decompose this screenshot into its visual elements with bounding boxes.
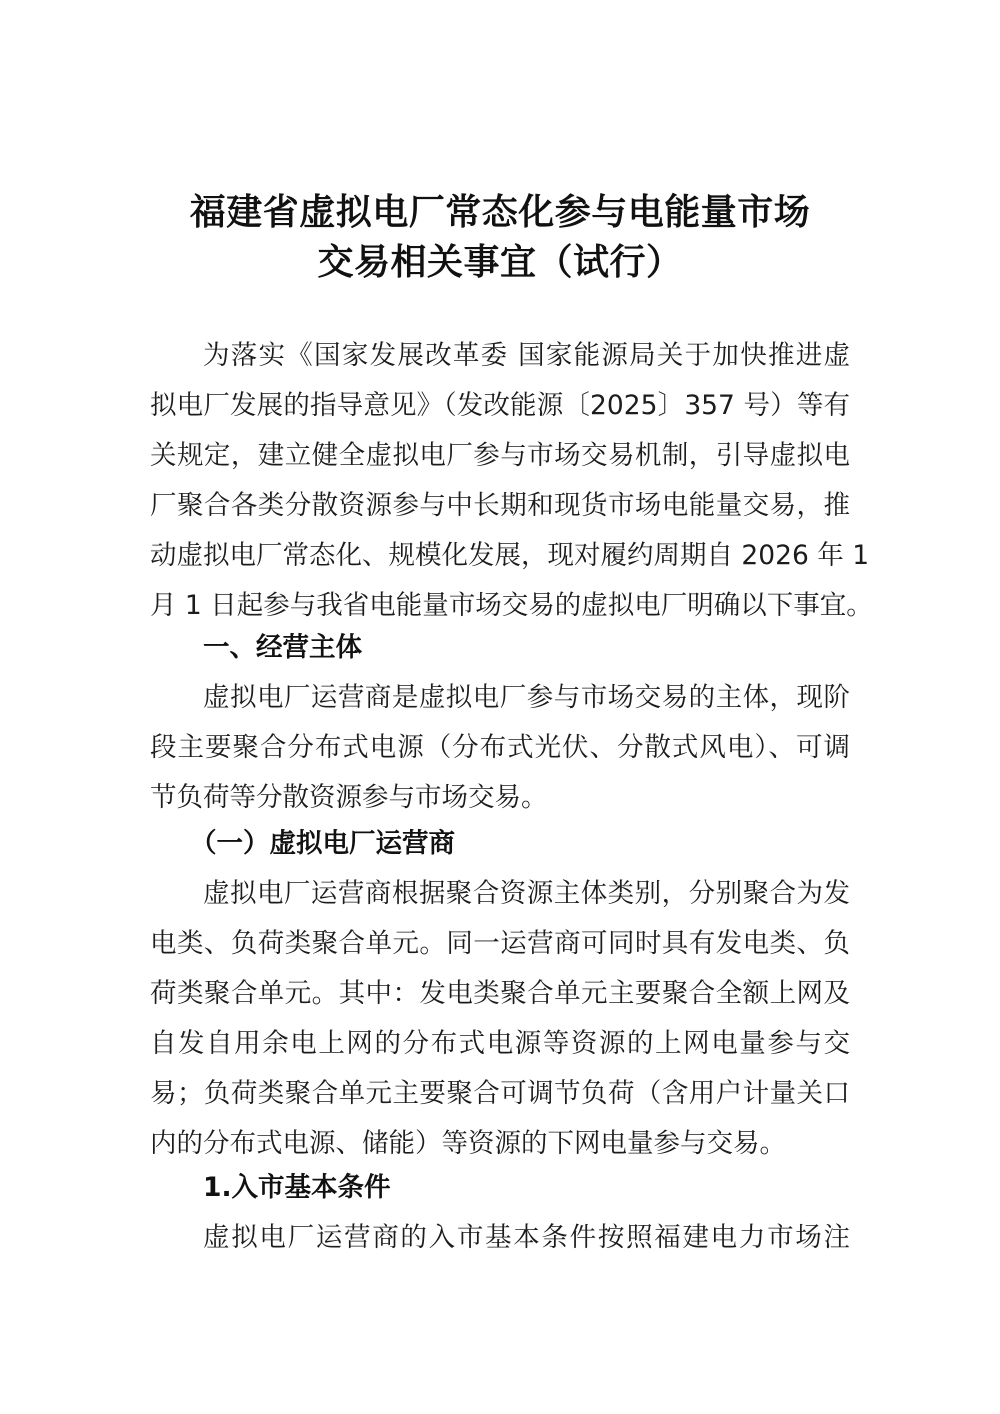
section-heading: 一、经营主体 xyxy=(203,632,362,663)
section-paragraph-line: 段主要聚合分布式电源（分布式光伏、分散式风电）、可调 xyxy=(150,732,850,763)
intro-paragraph-line: 为落实《国家发展改革委 国家能源局关于加快推进虚 xyxy=(203,340,850,371)
subsection-paragraph-line: 荷类聚合单元。其中：发电类聚合单元主要聚合全额上网及 xyxy=(150,978,850,1009)
intro-paragraph-line: 关规定，建立健全虚拟电厂参与市场交易机制，引导虚拟电 xyxy=(150,440,850,471)
intro-paragraph-line: 动虚拟电厂常态化、规模化发展，现对履约周期自 2026 年 1 xyxy=(150,540,870,571)
subsection-paragraph-line: 易；负荷类聚合单元主要聚合可调节负荷（含用户计量关口 xyxy=(150,1078,850,1109)
subsection-paragraph-line: 虚拟电厂运营商根据聚合资源主体类别，分别聚合为发 xyxy=(203,878,850,909)
document-title-line-2: 交易相关事宜（试行） xyxy=(317,241,683,283)
document-title-line-1: 福建省虚拟电厂常态化参与电能量市场 xyxy=(189,191,811,233)
subsection-paragraph-line: 电类、负荷类聚合单元。同一运营商可同时具有发电类、负 xyxy=(150,928,850,959)
subsection-paragraph-line: 自发自用余电上网的分布式电源等资源的上网电量参与交 xyxy=(150,1028,850,1059)
section-paragraph-line: 虚拟电厂运营商是虚拟电厂参与市场交易的主体，现阶 xyxy=(203,682,850,713)
subsection-paragraph-line: 内的分布式电源、储能）等资源的下网电量参与交易。 xyxy=(150,1128,786,1159)
item-paragraph-line: 虚拟电厂运营商的入市基本条件按照福建电力市场注 xyxy=(203,1222,850,1253)
intro-paragraph-line: 月 1 日起参与我省电能量市场交易的虚拟电厂明确以下事宜。 xyxy=(150,590,873,621)
intro-paragraph-line: 厂聚合各类分散资源参与中长期和现货市场电能量交易，推 xyxy=(150,490,850,521)
intro-paragraph-line: 拟电厂发展的指导意见》（发改能源〔2025〕357 号）等有 xyxy=(150,390,850,421)
section-paragraph-line: 节负荷等分散资源参与市场交易。 xyxy=(150,782,548,813)
item-heading: 1.入市基本条件 xyxy=(203,1172,391,1203)
subsection-heading: （一）虚拟电厂运营商 xyxy=(190,828,455,859)
